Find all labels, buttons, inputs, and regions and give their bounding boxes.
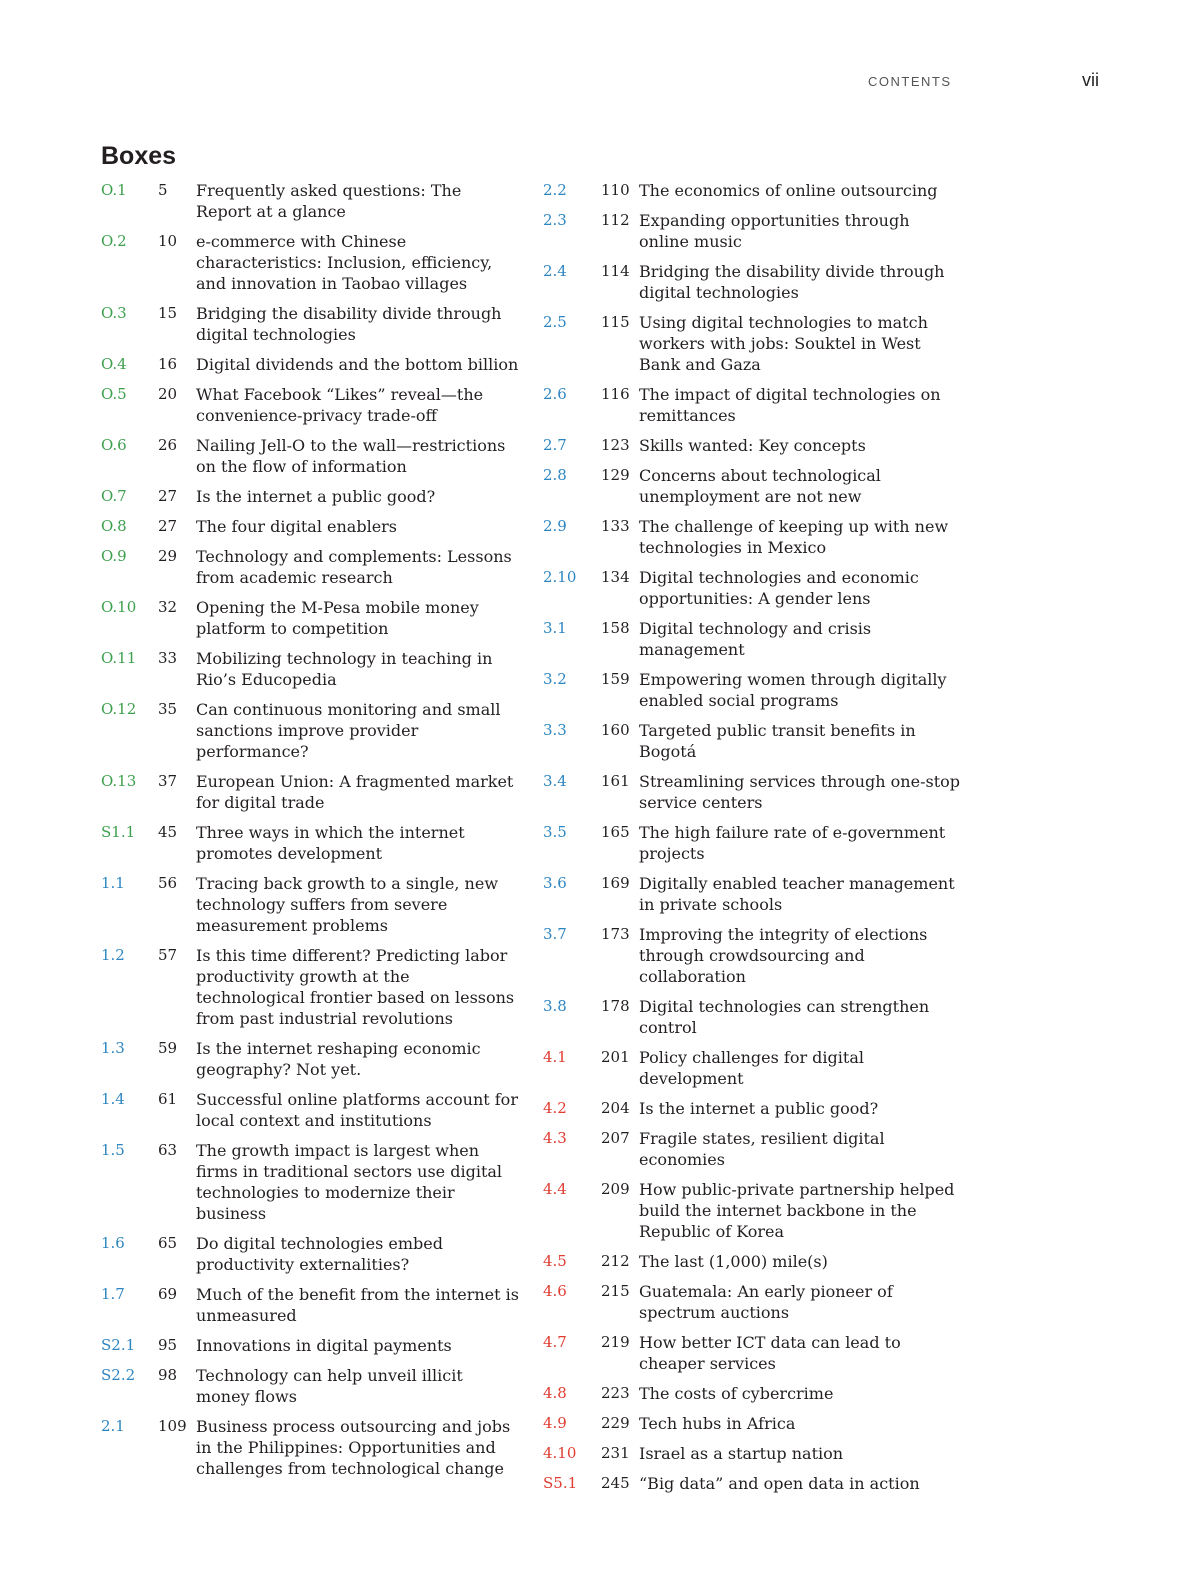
box-entry[interactable] (101, 648, 521, 690)
box-page-number: 33 (158, 649, 178, 667)
box-number: 3.4 (543, 772, 567, 790)
box-title: Digitally enabled teacher management in private schools (639, 874, 955, 914)
box-page-number: 112 (601, 211, 630, 229)
box-number: 1.1 (101, 874, 125, 892)
box-page-number: 59 (158, 1039, 178, 1057)
box-title: The challenge of keeping up with new technologies in Mexico (639, 517, 949, 557)
box-title: Using digital technologies to match workers with jobs: Souktel in West Bank and Gaza (639, 313, 928, 374)
box-title: Opening the M-Pesa mobile money platform to competition (196, 598, 479, 638)
box-number: 4.2 (543, 1099, 567, 1117)
box-number: 2.9 (543, 517, 567, 535)
box-number: O.3 (101, 304, 127, 322)
box-entry[interactable] (543, 180, 963, 201)
box-page-number: 212 (601, 1252, 630, 1270)
box-number: 3.8 (543, 997, 567, 1015)
box-number: 2.5 (543, 313, 567, 331)
box-entry[interactable] (543, 924, 963, 987)
box-title: Digital technologies and economic opportunities: A gender lens (639, 568, 919, 608)
box-title: How public-private partnership helped build the internet backbone in the Republic of Korea (639, 1180, 955, 1241)
box-title: Streamlining services through one-stop service centers (639, 772, 960, 812)
box-title: “Big data” and open data in action (639, 1474, 920, 1493)
box-entry[interactable] (543, 1281, 963, 1323)
box-entry[interactable] (543, 435, 963, 456)
box-number: O.9 (101, 547, 127, 565)
section-title: Boxes (101, 142, 177, 170)
box-page-number: 27 (158, 487, 178, 505)
box-entry[interactable] (543, 1251, 963, 1272)
box-number: S1.1 (101, 823, 136, 841)
box-page-number: 45 (158, 823, 178, 841)
box-page-number: 219 (601, 1333, 630, 1351)
box-page-number: 165 (601, 823, 630, 841)
box-title: Is this time different? Predicting labor productivity growth at the technological frontier based on lessons from past industrial revolutions (196, 946, 515, 1028)
box-title: Tracing back growth to a single, new technology suffers from severe measurement problems (196, 874, 499, 935)
box-number: S2.1 (101, 1336, 136, 1354)
box-entry[interactable] (543, 1473, 963, 1494)
box-entry[interactable] (101, 303, 521, 345)
box-number: 4.9 (543, 1414, 567, 1432)
box-title: Digital technologies can strengthen control (639, 997, 930, 1037)
box-title: Fragile states, resilient digital economies (639, 1129, 885, 1169)
box-title: Frequently asked questions: The Report at a glance (196, 181, 462, 221)
box-page-number: 204 (601, 1099, 630, 1117)
box-page-number: 173 (601, 925, 630, 943)
box-number: O.1 (101, 181, 127, 199)
box-title: The four digital enablers (196, 517, 398, 536)
box-page-number: 109 (158, 1417, 187, 1435)
box-page-number: 207 (601, 1129, 630, 1147)
box-page-number: 95 (158, 1336, 178, 1354)
box-entry[interactable] (543, 1332, 963, 1374)
box-title: Successful online platforms account for local context and institutions (196, 1090, 518, 1130)
box-number: 4.5 (543, 1252, 567, 1270)
box-title: Can continuous monitoring and small sanctions improve provider performance? (196, 700, 501, 761)
box-page-number: 15 (158, 304, 178, 322)
box-page-number: 160 (601, 721, 630, 739)
box-number: O.13 (101, 772, 137, 790)
box-number: 4.1 (543, 1048, 567, 1066)
box-entry[interactable] (543, 261, 963, 303)
box-page-number: 32 (158, 598, 178, 616)
box-number: 2.8 (543, 466, 567, 484)
box-title: What Facebook “Likes” reveal—the convenience-privacy trade-off (196, 385, 484, 425)
box-page-number: 223 (601, 1384, 630, 1402)
box-page-number: 231 (601, 1444, 630, 1462)
box-entry[interactable] (543, 822, 963, 864)
box-number: 2.1 (101, 1417, 125, 1435)
box-page-number: 98 (158, 1366, 178, 1384)
box-entry[interactable] (101, 1365, 521, 1407)
box-title: Expanding opportunities through online music (639, 211, 910, 251)
box-page-number: 133 (601, 517, 630, 535)
box-page-number: 10 (158, 232, 178, 250)
box-title: Technology and complements: Lessons from academic research (196, 547, 512, 587)
box-page-number: 178 (601, 997, 630, 1015)
box-number: 1.2 (101, 946, 125, 964)
box-title: Innovations in digital payments (196, 1336, 452, 1355)
box-title: Targeted public transit benefits in Bogotá (639, 721, 916, 761)
box-entry[interactable] (543, 384, 963, 426)
box-number: O.7 (101, 487, 127, 505)
box-entry[interactable] (543, 669, 963, 711)
box-title: Tech hubs in Africa (639, 1414, 796, 1433)
box-title: The last (1,000) mile(s) (639, 1252, 828, 1271)
box-title: Three ways in which the internet promotes development (196, 823, 465, 863)
box-number: 2.6 (543, 385, 567, 403)
box-page-number: 129 (601, 466, 630, 484)
box-entry[interactable] (543, 1098, 963, 1119)
box-number: O.6 (101, 436, 127, 454)
box-title: Technology can help unveil illicit money flows (196, 1366, 463, 1406)
box-page-number: 57 (158, 946, 178, 964)
box-title: Digital technology and crisis management (639, 619, 872, 659)
box-page-number: 20 (158, 385, 178, 403)
box-number: 4.3 (543, 1129, 567, 1147)
box-number: 1.4 (101, 1090, 125, 1108)
box-entry[interactable] (101, 1038, 521, 1080)
box-page-number: 69 (158, 1285, 178, 1303)
box-page-number: 63 (158, 1141, 178, 1159)
header-label: CONTENTS (868, 74, 952, 89)
box-title: Nailing Jell-O to the wall—restrictions on the flow of information (196, 436, 506, 476)
box-title: Is the internet a public good? (196, 487, 436, 506)
box-entry[interactable] (543, 873, 963, 915)
box-title: Mobilizing technology in teaching in Rio’s Educopedia (196, 649, 493, 689)
box-page-number: 161 (601, 772, 630, 790)
box-entry[interactable] (101, 1140, 521, 1224)
box-number: 4.10 (543, 1444, 577, 1462)
box-number: O.10 (101, 598, 137, 616)
box-page-number: 158 (601, 619, 630, 637)
box-number: 4.4 (543, 1180, 567, 1198)
box-title: Guatemala: An early pioneer of spectrum auctions (639, 1282, 893, 1322)
box-entry[interactable] (101, 435, 521, 477)
box-page-number: 134 (601, 568, 630, 586)
box-number: 1.3 (101, 1039, 125, 1057)
box-number: O.11 (101, 649, 137, 667)
box-page-number: 5 (158, 181, 168, 199)
box-page-number: 245 (601, 1474, 630, 1492)
box-entry[interactable] (543, 465, 963, 507)
box-entry[interactable] (101, 945, 521, 1029)
box-title: Digital dividends and the bottom billion (196, 355, 519, 374)
box-page-number: 159 (601, 670, 630, 688)
box-title: How better ICT data can lead to cheaper services (639, 1333, 901, 1373)
box-title: Policy challenges for digital development (639, 1048, 864, 1088)
box-number: 3.2 (543, 670, 567, 688)
box-page-number: 56 (158, 874, 178, 892)
box-page-number: 114 (601, 262, 630, 280)
box-entry[interactable] (101, 384, 521, 426)
box-number: O.12 (101, 700, 137, 718)
box-entry[interactable] (543, 516, 963, 558)
box-entry[interactable] (543, 996, 963, 1038)
box-title: The growth impact is largest when firms in traditional sectors use digital technologies to modernize their business (196, 1141, 503, 1223)
box-page-number: 116 (601, 385, 630, 403)
box-entry[interactable] (543, 312, 963, 375)
page-number: vii (1082, 70, 1099, 90)
box-entry[interactable] (101, 1335, 521, 1356)
box-entry[interactable] (543, 1413, 963, 1434)
box-title: Bridging the disability divide through digital technologies (639, 262, 945, 302)
box-number: 2.2 (543, 181, 567, 199)
box-number: 2.7 (543, 436, 567, 454)
box-entry[interactable] (543, 1443, 963, 1464)
box-page-number: 209 (601, 1180, 630, 1198)
box-entry[interactable] (101, 771, 521, 813)
box-page-number: 115 (601, 313, 630, 331)
box-number: 1.7 (101, 1285, 125, 1303)
box-title: Bridging the disability divide through digital technologies (196, 304, 502, 344)
box-number: 3.3 (543, 721, 567, 739)
box-title: Much of the benefit from the internet is unmeasured (196, 1285, 519, 1325)
boxes-list-right (543, 180, 963, 1503)
box-title: European Union: A fragmented market for digital trade (196, 772, 514, 812)
box-page-number: 229 (601, 1414, 630, 1432)
box-title: Is the internet reshaping economic geography? Not yet. (196, 1039, 481, 1079)
box-page-number: 201 (601, 1048, 630, 1066)
box-number: O.5 (101, 385, 127, 403)
box-number: O.2 (101, 232, 127, 250)
box-page-number: 27 (158, 517, 178, 535)
box-page-number: 35 (158, 700, 178, 718)
box-entry[interactable] (101, 873, 521, 936)
box-entry[interactable] (101, 516, 521, 537)
box-number: 2.3 (543, 211, 567, 229)
box-number: 2.10 (543, 568, 577, 586)
box-entry[interactable] (543, 567, 963, 609)
box-entry[interactable] (101, 486, 521, 507)
box-entry[interactable] (543, 1047, 963, 1089)
box-title: Skills wanted: Key concepts (639, 436, 866, 455)
box-entry[interactable] (543, 1179, 963, 1242)
box-page-number: 37 (158, 772, 178, 790)
box-number: 3.6 (543, 874, 567, 892)
box-entry[interactable] (101, 546, 521, 588)
box-number: 3.7 (543, 925, 567, 943)
box-number: S2.2 (101, 1366, 136, 1384)
box-entry[interactable] (543, 771, 963, 813)
box-entry[interactable] (101, 231, 521, 294)
box-entry[interactable] (101, 1416, 521, 1479)
box-entry[interactable] (543, 618, 963, 660)
box-title: Do digital technologies embed productivity externalities? (196, 1234, 444, 1274)
box-entry[interactable] (101, 597, 521, 639)
box-entry[interactable] (101, 180, 521, 222)
box-number: 1.5 (101, 1141, 125, 1159)
box-title: Business process outsourcing and jobs in the Philippines: Opportunities and challenges from technological change (196, 1417, 511, 1478)
box-entry[interactable] (543, 210, 963, 252)
box-entry[interactable] (101, 699, 521, 762)
box-page-number: 215 (601, 1282, 630, 1300)
box-entry[interactable] (543, 1383, 963, 1404)
box-page-number: 110 (601, 181, 630, 199)
box-entry[interactable] (101, 354, 521, 375)
box-title: The economics of online outsourcing (639, 181, 938, 200)
box-page-number: 29 (158, 547, 178, 565)
box-page-number: 16 (158, 355, 178, 373)
box-entry[interactable] (101, 1233, 521, 1275)
box-number: 1.6 (101, 1234, 125, 1252)
box-page-number: 26 (158, 436, 178, 454)
box-title: The costs of cybercrime (639, 1384, 834, 1403)
box-title: e-commerce with Chinese characteristics: Inclusion, efficiency, and innovation in Taobao villages (196, 232, 493, 293)
box-entry[interactable] (101, 1089, 521, 1131)
box-entry[interactable] (101, 1284, 521, 1326)
box-entry[interactable] (101, 822, 521, 864)
box-number: 4.6 (543, 1282, 567, 1300)
box-number: 3.5 (543, 823, 567, 841)
box-title: Empowering women through digitally enabled social programs (639, 670, 947, 710)
box-page-number: 65 (158, 1234, 178, 1252)
box-page-number: 61 (158, 1090, 178, 1108)
box-entry[interactable] (543, 1128, 963, 1170)
box-title: Improving the integrity of elections through crowdsourcing and collaboration (639, 925, 928, 986)
box-title: Concerns about technological unemployment are not new (639, 466, 881, 506)
box-title: Israel as a startup nation (639, 1444, 844, 1463)
box-number: 4.7 (543, 1333, 567, 1351)
box-number: 2.4 (543, 262, 567, 280)
box-page-number: 123 (601, 436, 630, 454)
box-entry[interactable] (543, 720, 963, 762)
box-number: O.4 (101, 355, 127, 373)
box-number: O.8 (101, 517, 127, 535)
box-title: The impact of digital technologies on remittances (639, 385, 941, 425)
box-title: Is the internet a public good? (639, 1099, 879, 1118)
boxes-list-left (101, 180, 521, 1488)
box-number: 4.8 (543, 1384, 567, 1402)
box-number: S5.1 (543, 1474, 578, 1492)
box-page-number: 169 (601, 874, 630, 892)
box-number: 3.1 (543, 619, 567, 637)
box-title: The high failure rate of e-government projects (639, 823, 946, 863)
